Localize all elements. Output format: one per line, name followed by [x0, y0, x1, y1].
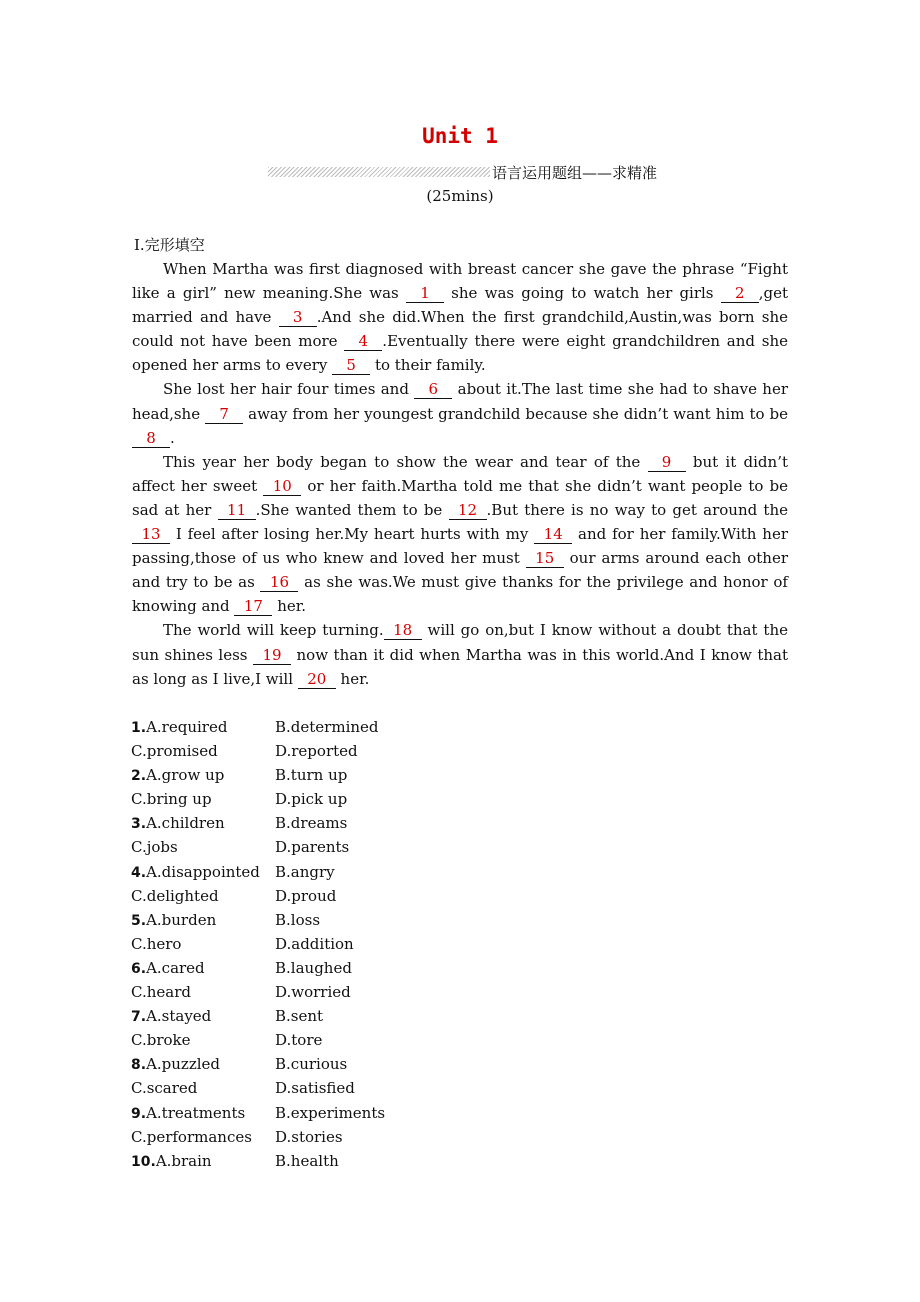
- option-row: [131, 1101, 385, 1125]
- option-row: [131, 811, 385, 835]
- subtitle-row: [268, 162, 657, 182]
- question-number: 2.: [131, 768, 147, 785]
- option-d: D.satisfied: [275, 1079, 355, 1098]
- option-row: [131, 763, 385, 787]
- option-row: [131, 835, 385, 859]
- option-b: B.sent: [275, 1007, 324, 1026]
- option-d: D.worried: [275, 983, 351, 1002]
- option-cell: [131, 763, 275, 787]
- passage-text: .And she did.When the first grandchild,Austin,was born she could not have been more: [132, 308, 788, 351]
- passage-text: and for her family.With her passing,those of us who knew and loved her must: [132, 525, 788, 568]
- passage-paragraph: [132, 377, 788, 449]
- option-row: [131, 860, 385, 884]
- blank-number: 15: [526, 549, 564, 568]
- question-number: 4.: [131, 864, 147, 881]
- question-number: 9.: [131, 1105, 147, 1122]
- passage-text: This year her body began to show the wear and tear of the: [163, 452, 648, 471]
- option-row: [131, 1052, 385, 1076]
- option-cell: [131, 811, 275, 835]
- option-b: B.laughed: [275, 958, 352, 977]
- passage-text: I feel after losing her.My heart hurts with my: [170, 525, 535, 544]
- option-a: A.stayed: [146, 1007, 212, 1026]
- option-row: [131, 715, 385, 739]
- option-d: D.tore: [275, 1031, 323, 1050]
- passage-text: or her faith.Martha told me that she didn’t want people to be sad at her: [132, 476, 788, 519]
- option-a: A.children: [146, 814, 225, 833]
- question-number: 3.: [131, 816, 147, 833]
- passage-text: as she was.We must give thanks for the privilege and honor of knowing and: [132, 573, 788, 616]
- passage-text: .She wanted them to be: [255, 500, 449, 519]
- blank-number: 13: [132, 525, 170, 544]
- passage-text: ,get married and have: [132, 284, 788, 327]
- question-number: 6.: [131, 960, 147, 977]
- option-cell: [131, 1149, 275, 1173]
- question-number: 7.: [131, 1009, 147, 1026]
- option-cell: [131, 1052, 275, 1076]
- option-c: C.performances: [131, 1127, 252, 1146]
- option-c: C.hero: [131, 934, 182, 953]
- passage-text: to their family.: [370, 356, 486, 375]
- passage-text: now than it did when Martha was in this world.And I know that as long as I live,I will: [132, 645, 788, 688]
- option-d: D.stories: [275, 1127, 343, 1146]
- option-b: B.experiments: [275, 1103, 386, 1122]
- option-cell: [131, 715, 275, 739]
- passage-text: her.: [335, 669, 370, 688]
- option-c: C.scared: [131, 1079, 198, 1098]
- passage-text: about it.The last time she had to shave her head,she: [132, 380, 788, 423]
- option-a: A.required: [146, 718, 228, 736]
- blank-number: 16: [260, 573, 298, 592]
- blank-number: 4: [344, 332, 382, 351]
- blank-number: 18: [384, 621, 422, 640]
- blank-number: 2: [721, 284, 759, 303]
- time-limit: (25mins): [426, 187, 494, 205]
- blank-number: 6: [414, 380, 452, 399]
- passage-paragraph: [132, 618, 788, 690]
- question-number: 10.: [131, 1153, 156, 1170]
- option-d: D.proud: [275, 886, 337, 905]
- option-b: B.turn up: [275, 766, 348, 785]
- option-row: [131, 787, 385, 811]
- option-a: A.treatments: [146, 1103, 246, 1122]
- option-c: C.jobs: [131, 838, 178, 857]
- option-b: B.health: [275, 1151, 339, 1170]
- blank-number: 1: [406, 284, 444, 303]
- option-row: [131, 1076, 385, 1100]
- option-d: D.reported: [275, 742, 358, 761]
- question-number: 5.: [131, 912, 147, 929]
- option-cell: [131, 860, 275, 884]
- option-row: [131, 1149, 385, 1173]
- hatch-bar-decoration: [268, 167, 490, 177]
- option-b: B.determined: [275, 718, 379, 736]
- option-a: A.grow up: [146, 766, 225, 785]
- option-row: [131, 908, 385, 932]
- option-b: B.dreams: [275, 814, 348, 833]
- passage-text: her.: [272, 597, 307, 616]
- passage-text: .Eventually there were eight grandchildren and she opened her arms to every: [132, 332, 789, 375]
- question-number: 8.: [131, 1057, 147, 1074]
- option-a: A.brain: [155, 1151, 212, 1170]
- passage-paragraph: [132, 257, 788, 377]
- blank-number: 8: [132, 429, 170, 448]
- section-heading: Ⅰ.完形填空: [134, 236, 205, 254]
- option-row: [131, 884, 385, 908]
- option-c: C.promised: [131, 742, 218, 761]
- passage-text: .But there is no way to get around the: [486, 500, 788, 519]
- option-a: A.burden: [146, 910, 217, 929]
- blank-number: 20: [298, 670, 336, 689]
- blank-number: 7: [205, 405, 243, 424]
- option-c: C.broke: [131, 1031, 191, 1050]
- passage-text: .: [170, 428, 175, 447]
- blank-number: 11: [218, 501, 256, 520]
- passage-paragraph: [132, 450, 788, 619]
- option-d: D.addition: [275, 934, 354, 953]
- option-a: A.cared: [146, 958, 205, 977]
- passage-text: our arms around each other and try to be as: [132, 549, 789, 592]
- blank-number: 10: [263, 477, 301, 496]
- option-a: A.disappointed: [146, 862, 260, 881]
- option-b: B.angry: [275, 862, 335, 881]
- option-cell: [131, 956, 275, 980]
- question-number: 1.: [131, 720, 147, 736]
- blank-number: 19: [253, 646, 291, 665]
- option-row: [131, 932, 385, 956]
- blank-number: 14: [534, 525, 572, 544]
- passage-text: away from her youngest grandchild because she didn’t want him to be: [243, 404, 789, 423]
- passage-text: She lost her hair four times and: [163, 380, 415, 399]
- option-d: D.parents: [275, 838, 350, 857]
- cloze-passage: [132, 257, 788, 691]
- page-title: Unit 1: [422, 124, 498, 148]
- option-cell: [131, 1004, 275, 1028]
- option-row: [131, 956, 385, 980]
- passage-text: but it didn’t affect her sweet: [132, 452, 788, 495]
- option-c: C.heard: [131, 983, 191, 1002]
- option-d: D.pick up: [275, 790, 348, 809]
- option-row: [131, 1004, 385, 1028]
- option-b: B.curious: [275, 1055, 348, 1074]
- option-cell: [131, 908, 275, 932]
- blank-number: 12: [449, 501, 487, 520]
- blank-number: 5: [332, 356, 370, 375]
- blank-number: 17: [234, 597, 272, 616]
- option-row: [131, 739, 385, 763]
- option-row: [131, 1125, 385, 1149]
- option-row: [131, 980, 385, 1004]
- option-cell: [131, 1101, 275, 1125]
- passage-text: she was going to watch her girls: [443, 284, 721, 303]
- option-b: B.loss: [275, 910, 321, 929]
- blank-number: 9: [648, 453, 686, 472]
- answer-options: [131, 715, 385, 1173]
- option-c: C.delighted: [131, 886, 219, 905]
- passage-text: The world will keep turning.: [163, 621, 384, 640]
- option-row: [131, 1028, 385, 1052]
- section-subtitle: 语言运用题组——求精准: [492, 163, 658, 182]
- passage-text: When Martha was first diagnosed with breast cancer she gave the phrase “Fight like a girl” new meaning.She was: [132, 260, 788, 303]
- passage-text: will go on,but I know without a doubt that the sun shines less: [132, 621, 788, 664]
- option-c: C.bring up: [131, 790, 212, 809]
- option-a: A.puzzled: [146, 1055, 221, 1074]
- blank-number: 3: [279, 308, 317, 327]
